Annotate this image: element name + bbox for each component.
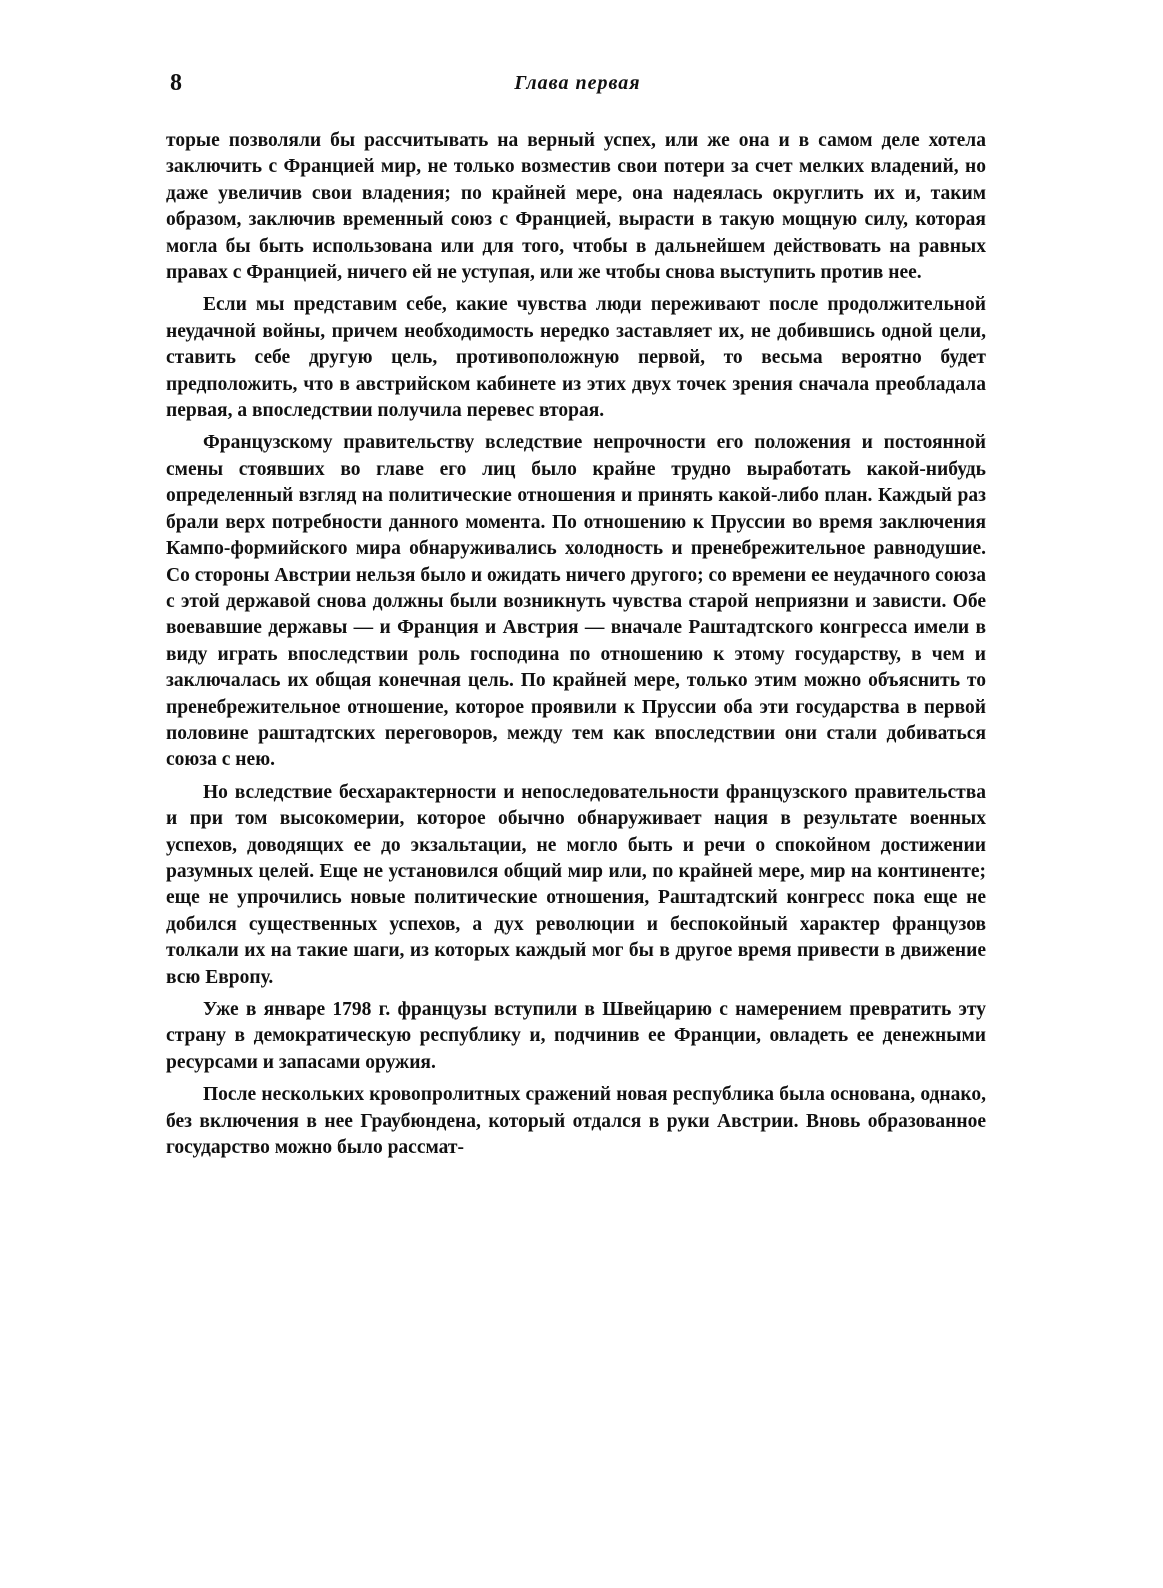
- paragraph-3: Французскому правительству вследствие непрочности его положения и постоянной смены стоявших во главе его лиц было крайне трудно выработать какой-нибудь определенный взгляд на политические отношения и принять какой-либо план. Каждый раз брали верх потребности данного момента. По отношению к Пруссии во время заключения Кампо-формийского мира обнаруживались холодность и пренебрежительное равнодушие. Со стороны Австрии нельзя было и ожидать ничего другого; со времени ее неудачного союза с этой державой снова должны были возникнуть чувства старой неприязни и зависти. Обе воевавшие державы — и Франция и Австрия — вначале Раштадтского конгресса имели в виду играть впоследствии роль господина по отношению к этому государству, в чем и заключалась их общая конечная цель. По крайней мере, только этим можно объяснить то пренебрежительное отношение, которое проявили к Пруссии оба эти государства в первой половине раштадтских переговоров, между тем как впоследствии они стали добиваться союза с нею.: [166, 432, 986, 771]
- page-number: 8: [170, 70, 182, 96]
- body-text: [166, 128, 986, 1167]
- paragraph-2: Если мы представим себе, какие чувства люди переживают после продолжительной неудачной войны, причем необходимость нередко заставляет их, не добившись одной цели, ставить себе другую цель, противоположную первой, то весьма вероятно будет предположить, что в австрийском кабинете из этих двух точек зрения сначала преобладала первая, а впоследствии получила перевес вторая.: [166, 294, 986, 422]
- chapter-title: Глава первая: [514, 72, 641, 94]
- paragraph-5: Уже в январе 1798 г. французы вступили в Швейцарию с намерением превратить эту страну в демократическую республику и, подчинив ее Франции, овладеть ее денежными ресурсами и запасами оружия.: [166, 999, 986, 1073]
- paragraph-1: торые позволяли бы рассчитывать на верный успех, или же она и в самом деле хотела заключить с Францией мир, не только возместив свои потери за счет мелких владений, но даже увеличив свои владения; по крайней мере, она надеялась округлить их и, таким образом, заключив временный союз с Францией, вырасти в такую мощную силу, которая могла бы быть использована или для того, чтобы в дальнейшем действовать на равных правах с Францией, ничего ей не уступая, или же чтобы снова выступить против нее.: [166, 130, 986, 284]
- paragraph-4: Но вследствие бесхарактерности и непоследовательности французского правительства и при том высокомерии, которое обычно обнаруживает нация в результате военных успехов, доводящих ее до экзальтации, не могло быть и речи о спокойном достижении разумных целей. Еще не установился общий мир или, по крайней мере, мир на континенте; еще не упрочились новые политические отношения, Раштадтский конгресс пока еще не добился существенных успехов, а дух революции и беспокойный характер французов толкали их на такие шаги, из которых каждый мог бы в другое время привести в движение всю Европу.: [166, 781, 986, 988]
- page-header: [170, 70, 985, 110]
- paragraph-6: После нескольких кровопролитных сражений новая республика была основана, однако, без включения в нее Граубюндена, который отдался в руки Австрии. Вновь образованное государство можно было рассмат-: [166, 1084, 986, 1159]
